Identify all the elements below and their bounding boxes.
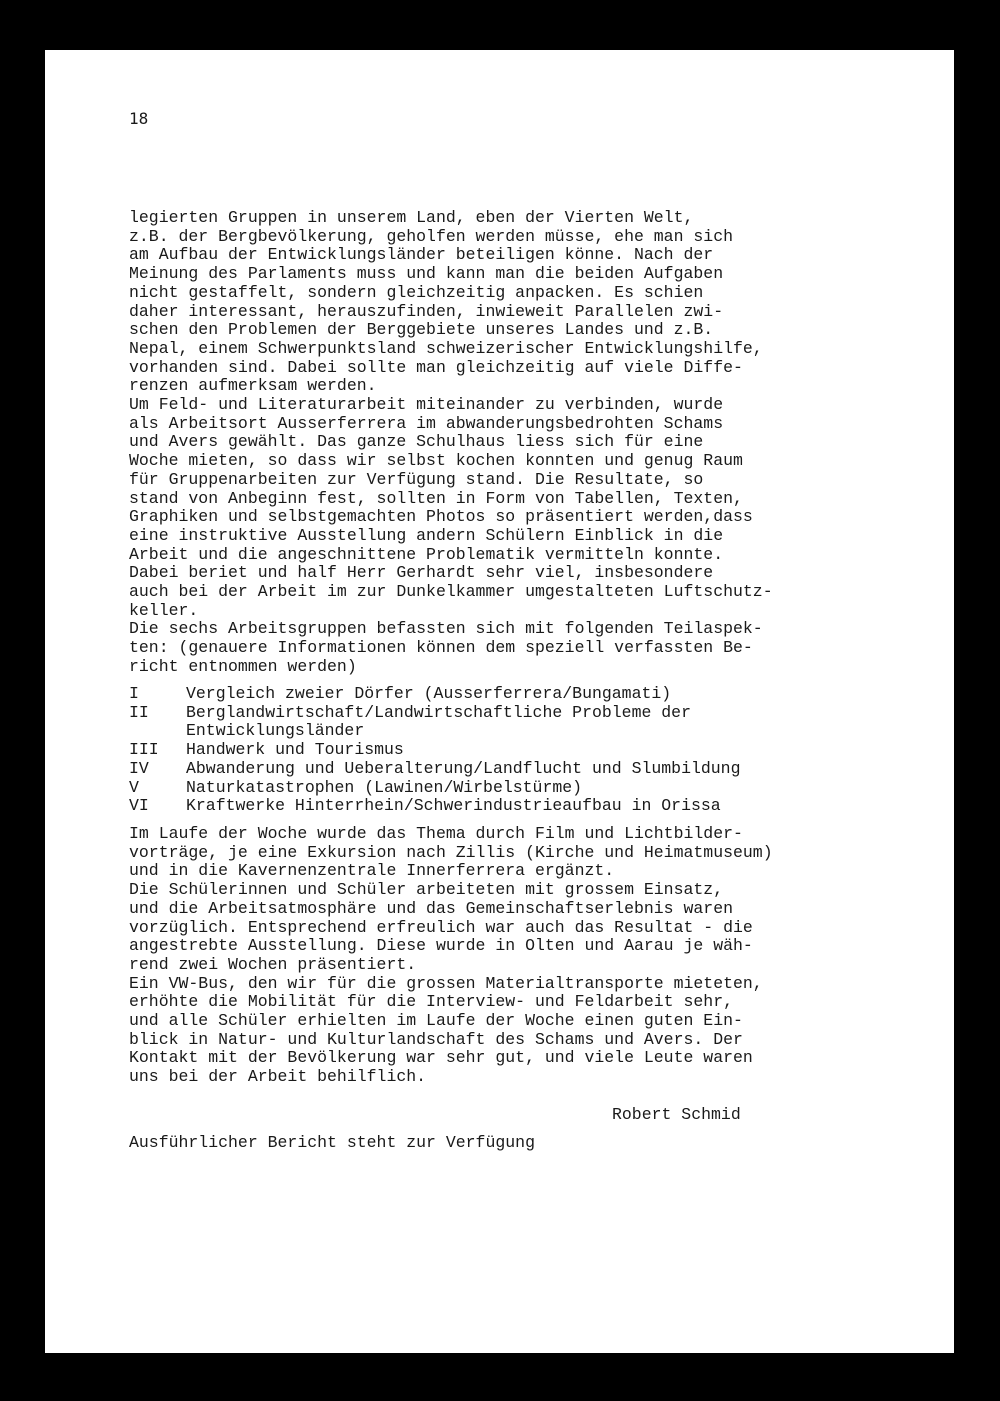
text-line: und alle Schüler erhielten im Laufe der Woche einen guten Ein-: [129, 1011, 743, 1031]
text-line: renzen aufmerksam werden.: [129, 376, 377, 396]
text-line: Nepal, einem Schwerpunktsland schweizerischer Entwicklungshilfe,: [129, 338, 763, 358]
text-line: und Avers gewählt. Das ganze Schulhaus liess sich für eine: [129, 432, 704, 452]
list-item-text: Kraftwerke Hinterrhein/Schwerindustrieaufbau in Orissa: [186, 796, 721, 816]
list-item: [129, 685, 741, 704]
text-line: schen den Problemen der Berggebiete unseres Landes und z.B.: [129, 320, 714, 340]
list-item-number: III: [129, 740, 159, 760]
text-line: und in die Kavernenzentrale Innerferrera ergänzt.: [129, 861, 615, 881]
work-groups-list: [129, 685, 741, 816]
list-item-text: Berglandwirtschaft/Landwirtschaftliche Probleme der: [186, 702, 691, 722]
list-item-number: VI: [129, 796, 149, 816]
text-line: keller.: [129, 600, 199, 620]
text-line: Woche mieten, so dass wir selbst kochen konnten und genug Raum: [129, 451, 743, 471]
text-line: Meinung des Parlaments muss und kann man die beiden Aufgaben: [129, 264, 724, 284]
page-number: 18: [129, 109, 149, 128]
list-item: [129, 779, 741, 798]
text-line: blick in Natur- und Kulturlandschaft des Schams und Avers. Der: [129, 1029, 743, 1049]
author-signature: Robert Schmid: [612, 1105, 741, 1124]
text-line: vorhanden sind. Dabei sollte man gleichzeitig auf viele Diffe-: [129, 357, 743, 377]
text-line: erhöhte die Mobilität für die Interview- und Feldarbeit sehr,: [129, 992, 733, 1012]
text-line: angestrebte Ausstellung. Diese wurde in Olten und Aarau je wäh-: [129, 936, 753, 956]
text-line: Die Schülerinnen und Schüler arbeiteten mit grossem Einsatz,: [129, 880, 724, 900]
report-footnote: Ausführlicher Bericht steht zur Verfügung: [129, 1133, 535, 1152]
text-line: uns bei der Arbeit behilflich.: [129, 1067, 427, 1087]
list-item-text: Naturkatastrophen (Lawinen/Wirbelstürme): [186, 777, 583, 797]
text-line: nicht gestaffelt, sondern gleichzeitig anpacken. Es schien: [129, 282, 704, 302]
text-line: rend zwei Wochen präsentiert.: [129, 954, 417, 974]
text-line: Dabei beriet und half Herr Gerhardt sehr viel, insbesondere: [129, 563, 714, 583]
list-item-number: V: [129, 777, 139, 797]
text-line: richt entnommen werden): [129, 656, 357, 676]
list-item: [129, 797, 741, 816]
text-line: vorzüglich. Entsprechend erfreulich war auch das Resultat - die: [129, 917, 753, 937]
text-line: Im Laufe der Woche wurde das Thema durch Film und Lichtbilder-: [129, 824, 743, 843]
list-item-text: Abwanderung und Ueberalterung/Landflucht und Slumbildung: [186, 758, 741, 778]
text-line: Kontakt mit der Bevölkerung war sehr gut, und viele Leute waren: [129, 1048, 753, 1068]
list-item-number: [129, 722, 186, 741]
list-item-text: Vergleich zweier Dörfer (Ausserferrera/Bungamati): [186, 684, 672, 703]
list-item: [129, 741, 741, 760]
text-line: als Arbeitsort Ausserferrera im abwanderungsbedrohten Schams: [129, 413, 724, 433]
text-line: Die sechs Arbeitsgruppen befassten sich mit folgenden Teilaspek-: [129, 619, 763, 639]
text-line: Um Feld- und Literaturarbeit miteinander zu verbinden, wurde: [129, 395, 724, 415]
text-line: für Gruppenarbeiten zur Verfügung stand. Die Resultate, so: [129, 469, 704, 489]
text-line: stand von Anbeginn fest, sollten in Form von Tabellen, Texten,: [129, 488, 743, 508]
list-item-text: Entwicklungsländer: [186, 721, 365, 741]
list-item: [129, 704, 741, 723]
text-line: am Aufbau der Entwicklungsländer beteiligen könne. Nach der: [129, 245, 714, 265]
text-line: auch bei der Arbeit im zur Dunkelkammer umgestalteten Luftschutz-: [129, 582, 773, 602]
text-line: legierten Gruppen in unserem Land, eben der Vierten Welt,: [129, 208, 694, 227]
text-line: Graphiken und selbstgemachten Photos so präsentiert werden,dass: [129, 507, 753, 527]
list-item-number: I: [129, 684, 139, 703]
list-item-number: IV: [129, 758, 149, 778]
list-item: [129, 722, 741, 741]
list-item-text: Handwerk und Tourismus: [186, 740, 404, 760]
document-page: [45, 50, 954, 1353]
paragraph-summary: [129, 825, 773, 1087]
text-line: z.B. der Bergbevölkerung, geholfen werden müsse, ehe man sich: [129, 226, 733, 246]
text-line: daher interessant, herauszufinden, inwieweit Parallelen zwi-: [129, 301, 724, 321]
text-line: ten: (genauere Informationen können dem speziell verfassten Be-: [129, 638, 753, 658]
text-line: und die Arbeitsatmosphäre und das Gemeinschaftserlebnis waren: [129, 898, 733, 918]
text-line: Ein VW-Bus, den wir für die grossen Materialtransporte mieteten,: [129, 973, 763, 993]
list-item-number: II: [129, 702, 149, 722]
text-line: vorträge, je eine Exkursion nach Zillis (Kirche und Heimatmuseum): [129, 842, 773, 862]
text-line: Arbeit und die angeschnittene Problematik vermitteln konnte.: [129, 544, 724, 564]
text-line: eine instruktive Ausstellung andern Schülern Einblick in die: [129, 525, 724, 545]
list-item: [129, 760, 741, 779]
paragraph-intro: [129, 209, 773, 677]
